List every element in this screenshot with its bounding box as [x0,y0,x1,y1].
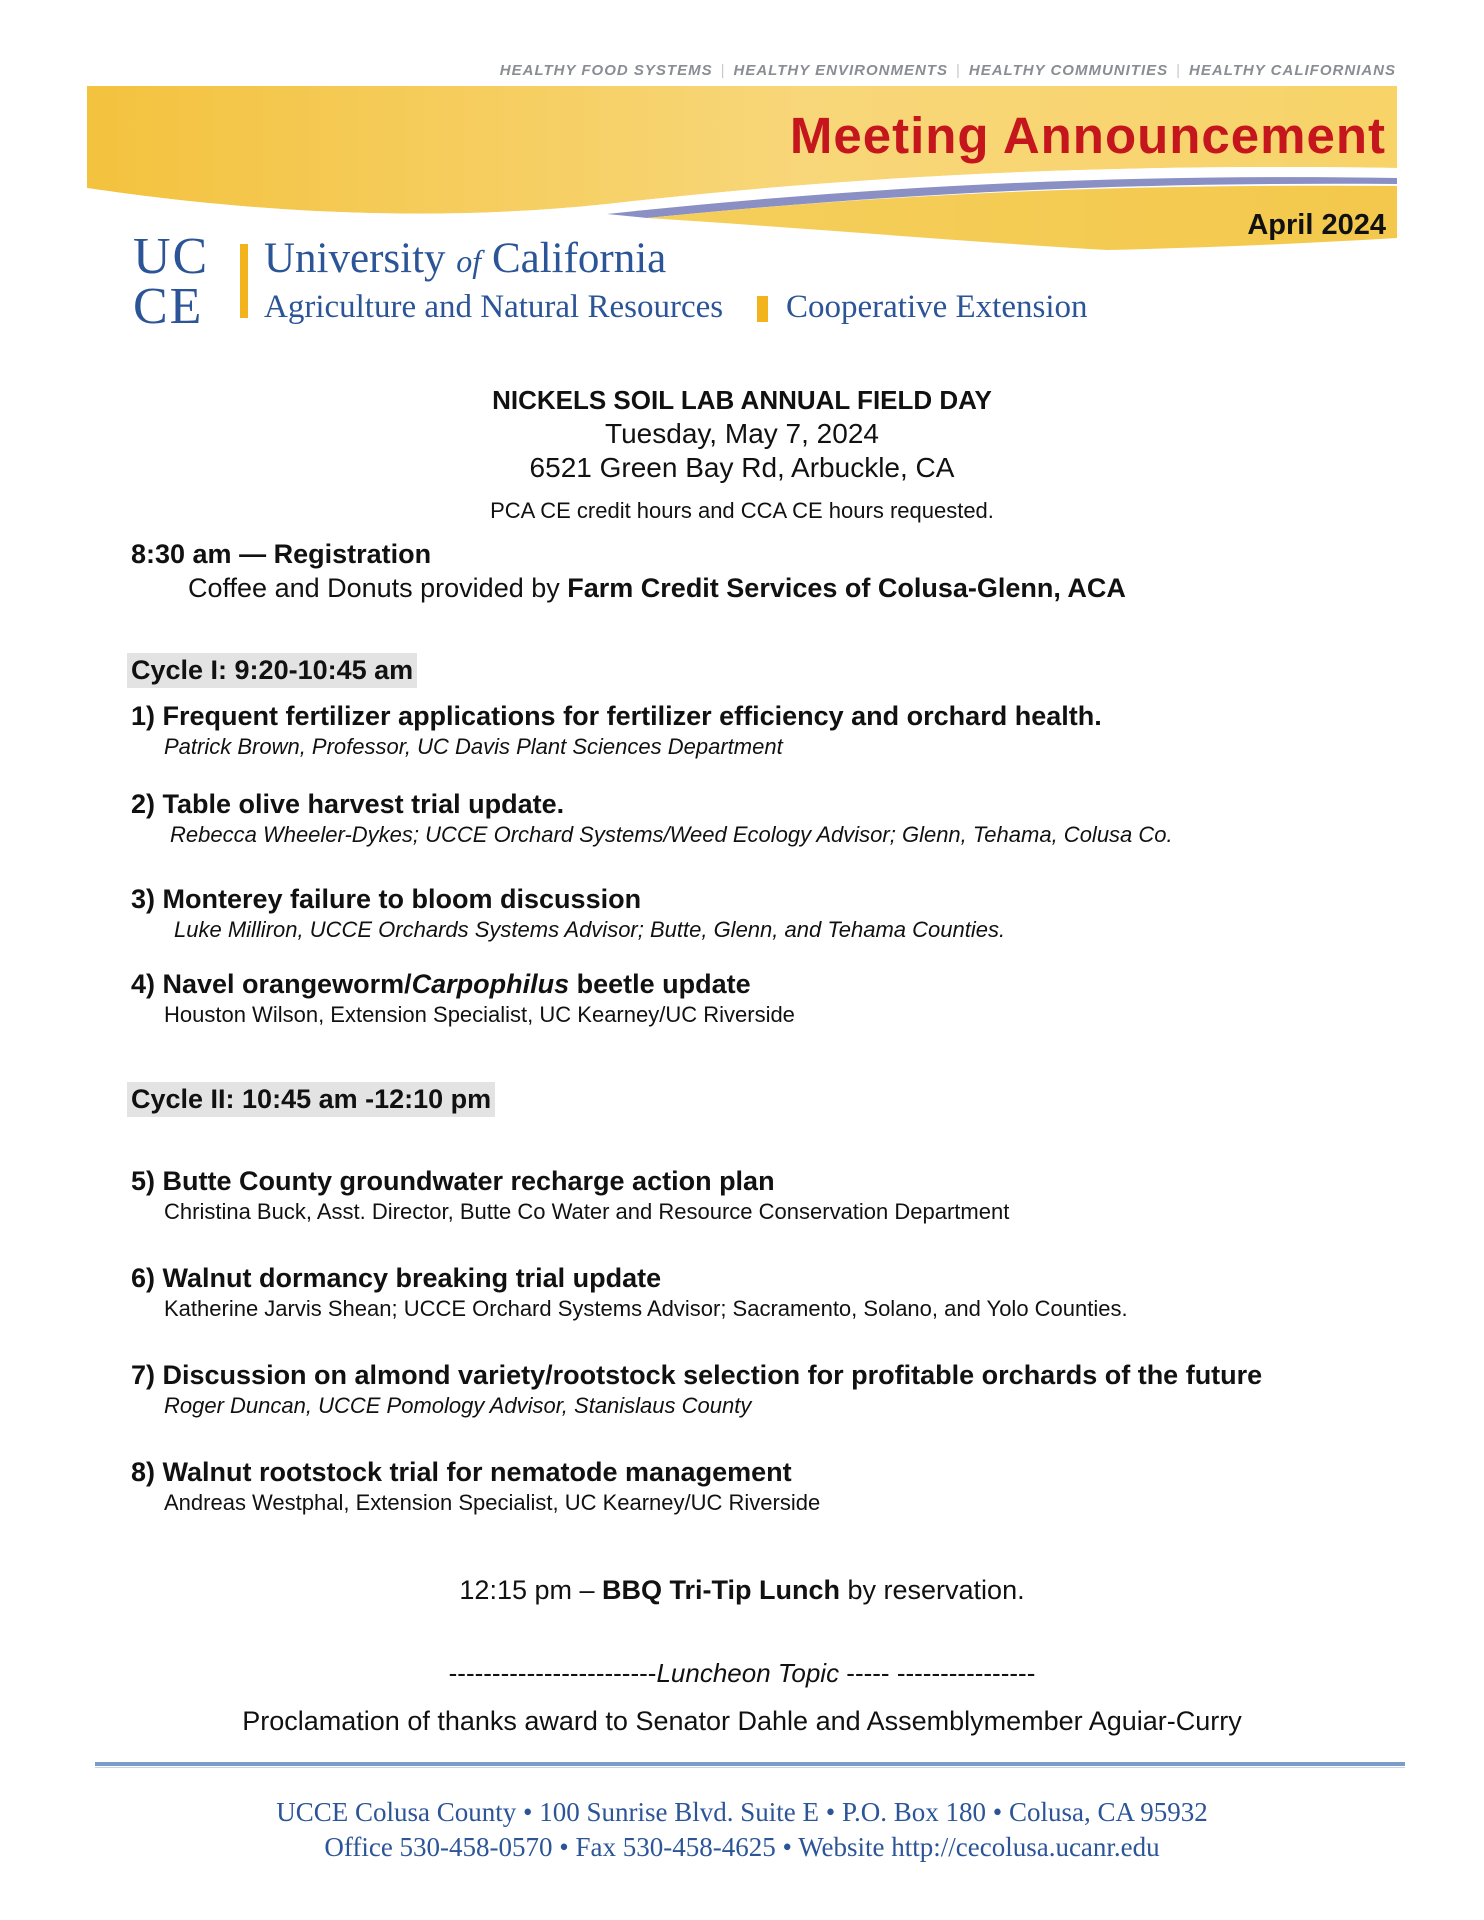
tagline-food: HEALTHY FOOD SYSTEMS [499,62,713,79]
talk-6-speaker: Katherine Jarvis Shean; UCCE Orchard Systems Advisor; Sacramento, Solano, and Yolo Counties. [164,1296,1128,1321]
talk-2-title: 2) Table olive harvest trial update. [131,789,565,819]
talk-1-speaker: Patrick Brown, Professor, UC Davis Plant Sciences Department [164,734,783,759]
lunch-name: BBQ Tri-Tip Lunch [602,1575,840,1605]
luncheon-topic-label: Luncheon Topic [656,1658,840,1688]
cycle-1-heading: Cycle I: 9:20-10:45 am [127,653,417,688]
talk-5-speaker: Christina Buck, Asst. Director, Butte Co Water and Resource Conservation Department [164,1199,1010,1224]
talk-4-title: 4) Navel orangeworm/Carpophilus beetle update [131,969,751,999]
talk-7-speaker: Roger Duncan, UCCE Pomology Advisor, Stanislaus County [164,1393,752,1418]
anr-wordmark: Agriculture and Natural Resources [264,289,724,325]
cooperative-extension-wordmark: Cooperative Extension [786,289,1088,325]
talk-7-title: 7) Discussion on almond variety/rootstock selection for profitable orchards of the future [131,1360,1263,1390]
ce-credits-note: PCA CE credit hours and CCA CE hours requested. [490,498,994,523]
footer-rule [95,1762,1405,1766]
talk-1-title: 1) Frequent fertilizer applications for fertilizer efficiency and orchard health. [131,701,1102,731]
cycle-2-heading: Cycle II: 10:45 am -12:10 pm [127,1082,495,1117]
footer-address: UCCE Colusa County • 100 Sunrise Blvd. Suite E • P.O. Box 180 • Colusa, CA 95932 [276,1797,1208,1827]
event-title: NICKELS SOIL LAB ANNUAL FIELD DAY [492,385,992,415]
talk-5-title: 5) Butte County groundwater recharge action plan [131,1166,775,1196]
ucce-logo [133,228,210,335]
sponsor-name: Farm Credit Services of Colusa-Glenn, ACA [567,573,1126,603]
talk-3-title: 3) Monterey failure to bloom discussion [131,884,642,914]
luncheon-topic-line: ------------------------Luncheon Topic ----- ---------------- [448,1658,1036,1688]
event-date: Tuesday, May 7, 2024 [605,418,879,449]
announcement-date: April 2024 [1247,209,1386,241]
tagline-environments: HEALTHY ENVIRONMENTS [733,62,948,79]
talk-8-speaker: Andreas Westphal, Extension Specialist, UC Kearney/UC Riverside [164,1490,821,1515]
logo-divider-bar [240,244,248,318]
tagline-communities: HEALTHY COMMUNITIES [968,62,1169,79]
ucce-logo-bottom: CE [133,278,204,335]
event-address: 6521 Green Bay Rd, Arbuckle, CA [529,452,955,483]
university-of-california-wordmark: University of California [264,235,667,282]
talk-4-speaker: Houston Wilson, Extension Specialist, UC Kearney/UC Riverside [164,1002,795,1027]
footer-contact: Office 530-458-0570 • Fax 530-458-4625 • Website http://cecolusa.ucanr.edu [324,1832,1160,1862]
header-taglines: HEALTHY FOOD SYSTEMS | HEALTHY ENVIRONMENTS | HEALTHY COMMUNITIES | HEALTHY CALIFORNIANS [499,62,1396,79]
registration-heading: 8:30 am — Registration [131,539,432,569]
ucce-logo-top: UC [133,228,210,285]
talk-6-title: 6) Walnut dormancy breaking trial update [131,1263,662,1293]
talk-2-speaker: Rebecca Wheeler-Dykes; UCCE Orchard Systems/Weed Ecology Advisor; Glenn, Tehama, Colusa Co. [170,822,1173,847]
talk-8-title: 8) Walnut rootstock trial for nematode management [131,1457,792,1487]
lunch-line: 12:15 pm – BBQ Tri-Tip Lunch by reservation. [459,1575,1025,1605]
logo-divider-bar-small [757,296,768,322]
meeting-announcement-title: Meeting Announcement [789,107,1386,164]
tagline-californians: HEALTHY CALIFORNIANS [1189,62,1396,79]
coffee-sponsor-line: Coffee and Donuts provided by Farm Credit Services of Colusa-Glenn, ACA [188,573,1126,603]
carpophilus-italic: Carpophilus [411,969,570,999]
footer-rule-shadow [95,1767,1405,1768]
talk-3-speaker: Luke Milliron, UCCE Orchards Systems Advisor; Butte, Glenn, and Tehama Counties. [174,917,1006,942]
proclamation-text: Proclamation of thanks award to Senator Dahle and Assemblymember Aguiar-Curry [242,1706,1242,1736]
